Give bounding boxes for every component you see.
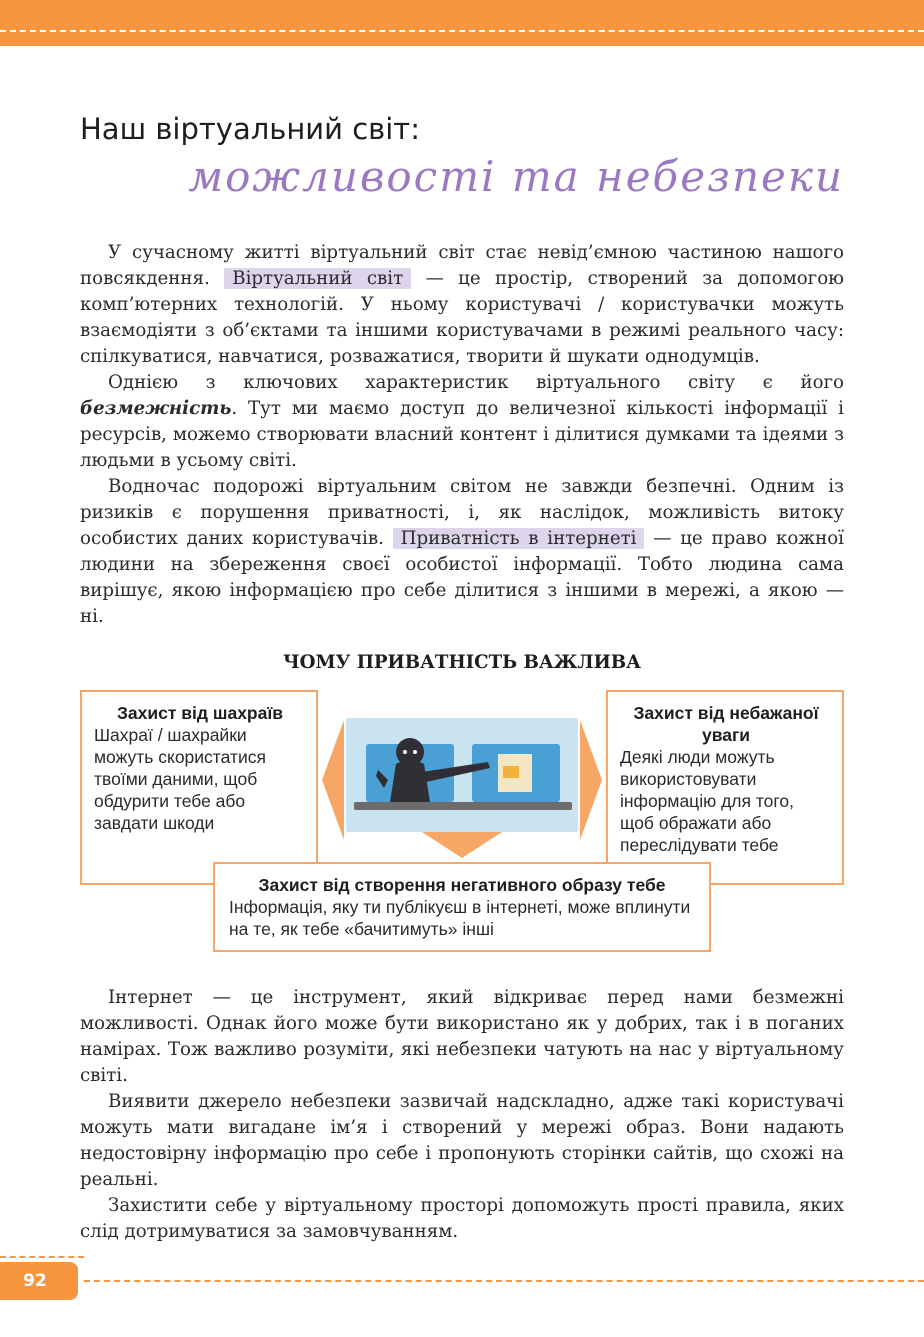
paragraph-text: Водночас подорожі віртуальним світом не завжди безпечні. Одним із ризиків є порушення приватності, і, як наслідок, можливість витоку особистих даних користувачів. — [80, 476, 844, 549]
footer-dashed-line-left — [0, 1256, 84, 1258]
page-number: 92 — [23, 1271, 47, 1291]
term-highlight-virtual-world: Віртуальний світ — [224, 268, 411, 289]
paragraph-danger-source: Виявити джерело небезпеки зазвичай надскладно, адже такі користувачі можуть мати вигадане ім’я і створений у мережі образ. Вони надають недостовірну інформацію про себе і пропонують сторінки сайтів, що схожі на реальні. — [80, 1091, 844, 1190]
paragraph-protection-rules: Захистити себе у віртуальному просторі допоможуть прості правила, яких слід дотримуватися за замовчуванням. — [80, 1195, 844, 1242]
hacker-eye — [403, 750, 407, 754]
paragraph-privacy — [80, 474, 844, 630]
folder-icon — [503, 766, 519, 778]
card-title: Захист від створення негативного образу тебе — [258, 875, 666, 895]
card-fraud-protection — [80, 690, 318, 885]
card-text: Шахраї / шахрайки можуть скористатися твоїми даними, щоб обдурити тебе або завдати шкоди — [94, 725, 266, 833]
paragraph-internet-tool: Інтернет — це інструмент, який відкриває перед нами безмежні можливості. Однак його може бути використано як у добрих, так і в поганих намірах. Тож важливо розуміти, які небезпеки чатують на нас у віртуальному світі. — [80, 987, 844, 1086]
hacker-body — [390, 760, 430, 802]
top-dashed-line — [0, 30, 924, 32]
intro-text — [80, 240, 844, 630]
card-text: Деякі люди можуть використовувати інформацію для того, щоб ображати або переслідувати тебе — [620, 747, 794, 855]
card-text: Інформація, яку ти публікуєш в інтернеті, може вплинути на те, як тебе «бачитимуть» інші — [229, 897, 691, 939]
left-laptop-base — [354, 802, 466, 810]
top-header-band — [0, 0, 924, 46]
diagram-title: ЧОМУ ПРИВАТНІСТЬ ВАЖЛИВА — [283, 652, 641, 673]
paragraph-text: У сучасному житті віртуальний світ стає невід’ємною частиною нашого повсякдення. — [80, 242, 844, 289]
paragraph-virtual-world — [80, 240, 844, 370]
card-title: Захист від шахраїв — [116, 703, 284, 723]
paragraph-text: — це простір, створений за допомогою комп’ютерних технологій. У ньому користувачі / користувачки можуть взаємодіяти з об’єктами та іншими користувачами в режимі реального часу: спілкуватися, навчатися, розважатися, творити й шукати однодумців. — [80, 268, 844, 367]
footer-dashed-line — [84, 1280, 924, 1282]
page-title: Наш віртуальний світ: — [80, 112, 420, 146]
page-subtitle: можливості та небезпеки — [188, 152, 844, 201]
right-laptop-base — [460, 802, 572, 810]
laptops-hacker-illustration — [318, 700, 606, 860]
outro-text — [80, 985, 844, 1245]
card-negative-image — [213, 862, 711, 952]
arrow-down-shape — [422, 832, 502, 858]
paragraph-boundlessness — [80, 370, 844, 474]
paragraph-text: Однією з ключових характеристик віртуального світу є його — [108, 372, 844, 393]
bold-term: безмежність — [80, 398, 232, 419]
card-title: Захист від небажаної уваги — [633, 703, 819, 745]
hacker-eye — [413, 750, 417, 754]
paragraph-text: . Тут ми маємо доступ до величезної кількості інформації і ресурсів, можемо створювати власний контент і ділитися думками та ідеями з людьми в усьому світі. — [80, 398, 844, 471]
card-unwanted-attention — [606, 690, 844, 885]
arrow-right-shape — [580, 720, 602, 840]
paragraph-text: — це право кожної людини на збереження своєї особистої інформації. Тобто людина сама вирішує, якою інформацією про себе ділитися з іншими в мережі, а якою — ні. — [80, 528, 844, 627]
arrow-left-shape — [322, 720, 344, 840]
term-highlight-privacy: Приватність в інтернеті — [393, 528, 645, 549]
